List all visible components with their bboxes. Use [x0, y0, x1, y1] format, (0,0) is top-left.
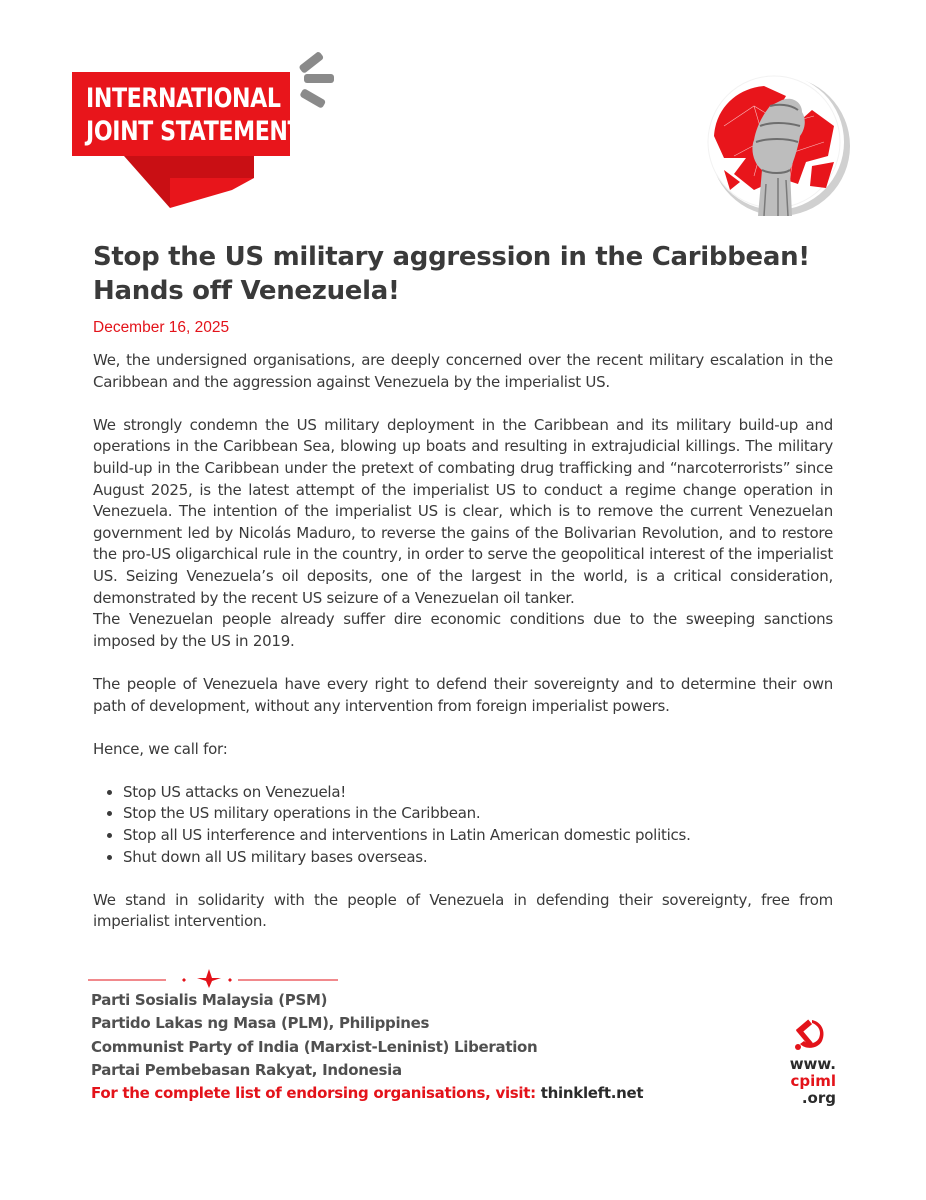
demands-list — [93, 782, 833, 868]
demand-item: • Stop the US military operations in the Caribbean. — [123, 803, 833, 825]
star-divider-icon — [88, 968, 340, 988]
banner-line-2: JOINT STATEMENT — [86, 116, 303, 147]
megaphone-burst-icon — [296, 48, 340, 114]
logo-text — [780, 1056, 836, 1107]
signatory: Partido Lakas ng Masa (PLM), Philippines — [91, 1014, 430, 1033]
signatory: Communist Party of India (Marxist-Leninist) Liberation — [91, 1037, 538, 1056]
logo-www: www. — [789, 1055, 836, 1073]
signatories — [91, 989, 741, 1105]
paragraph-sovereignty: The people of Venezuela have every right to defend their sovereignty and to determine their own path of development, without any intervention from foreign imperialist powers. — [93, 674, 833, 715]
paragraph-call: Hence, we call for: — [93, 739, 228, 758]
signatory: Partai Pembebasan Rakyat, Indonesia — [91, 1060, 402, 1079]
raised-fist-globe-icon — [694, 66, 856, 222]
thinkleft-link[interactable]: thinkleft.net — [540, 1084, 644, 1103]
statement-body — [93, 350, 833, 933]
paragraph-sanctions: The Venezuelan people already suffer dire economic conditions due to the sweeping sanctions imposed by the US in 2019. — [93, 610, 833, 650]
banner-box — [72, 72, 303, 156]
paragraph-condemn: We strongly condemn the US military deployment in the Caribbean and its military build-up and operations in the Caribbean Sea, blowing up boats and resulting in extrajudicial killings. The military build-up in the Caribbean under the pretext of combating drug trafficking and “narcoterrorists” since August 2025, is the latest attempt of the imperialist US to conduct a regime change operation in Venezuela. The intention of the imperialist US is clear, which is to remove the current Venezuelan government led by Nicolás Maduro, to reverse the gains of the Bolivarian Revolution, and to restore the pro-US oligarchical rule in the country, in order to serve the geopolitical interest of the imperialist US. Seizing Venezuela’s oil deposits, one of the largest in the world, is a critical consideration, demonstrated by the recent US seizure of a Venezuelan oil tanker. — [93, 415, 833, 607]
signatory: Parti Sosialis Malaysia (PSM) — [91, 991, 328, 1009]
demand-item: • Stop all US interference and interventions in Latin American domestic politics. — [123, 825, 833, 847]
logo-cpiml: cpiml — [790, 1072, 836, 1090]
demand-item: • Stop US attacks on Venezuela! — [123, 782, 833, 804]
headline-line-2: Hands off Venezuela! — [93, 276, 400, 306]
visit-label: For the complete list of endorsing organisations, visit: — [91, 1084, 536, 1103]
banner-line-1: INTERNATIONAL — [86, 83, 281, 114]
paragraph-solidarity: We stand in solidarity with the people of Venezuela in defending their sovereignty, free from imperialist intervention. — [93, 890, 833, 931]
headline-line-1: Stop the US military aggression in the Caribbean! — [93, 242, 810, 272]
paragraph-concern: We, the undersigned organisations, are deeply concerned over the recent military escalation in the Caribbean and the aggression against Venezuela by the imperialist US. — [93, 351, 833, 391]
statement-date: December 16, 2025 — [93, 319, 230, 336]
headline — [93, 240, 853, 308]
logo-org: .org — [801, 1089, 836, 1107]
joint-statement-banner — [72, 72, 303, 208]
hammer-sickle-icon — [790, 1014, 830, 1054]
cpiml-logo[interactable] — [780, 1014, 840, 1107]
demand-item: • Shut down all US military bases overseas. — [123, 847, 833, 869]
banner-tail-icon — [124, 156, 254, 208]
visit-line — [91, 1082, 741, 1105]
